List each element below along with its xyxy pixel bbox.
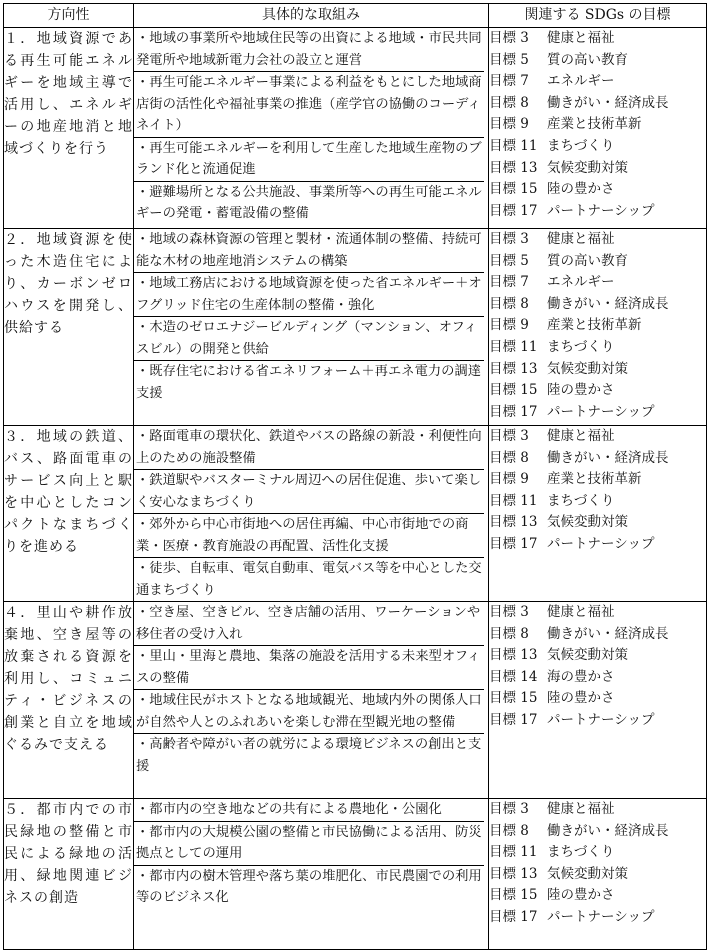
sdg-goal-name: 働きがい・経済成長 xyxy=(547,822,669,839)
action-item xyxy=(134,361,484,404)
sdg-goal xyxy=(489,179,706,201)
sdg-goal-number: 目標 14 xyxy=(489,668,538,685)
sdg-goal xyxy=(489,491,706,513)
sdg-goal xyxy=(489,315,706,337)
sdg-goal-name: 健康と福祉 xyxy=(547,604,615,621)
header-row xyxy=(4,4,707,28)
sdg-goal-name: エネルギー xyxy=(547,73,615,90)
actions-cell xyxy=(134,799,489,950)
sdg-goal xyxy=(489,294,706,316)
action-item xyxy=(134,602,484,646)
sdg-goal-name: パートナーシップ xyxy=(547,202,655,219)
sdg-goal-name: パートナーシップ xyxy=(547,909,655,926)
action-text: ・路面電車の環状化、鉄道やバスの路線の新設・利便性向上のための施設整備 xyxy=(136,429,482,466)
sdg-goal-name: 気候変動対策 xyxy=(547,865,628,882)
sdg-goal xyxy=(489,136,706,158)
sdg-goal-name: 健康と福祉 xyxy=(547,231,615,248)
sdg-goal-name: 陸の豊かさ xyxy=(547,887,615,904)
sdg-goal-name: 産業と技術革新 xyxy=(547,471,642,488)
sdg-goal-number: 目標 13 xyxy=(489,514,538,531)
action-text: ・既存住宅における省エネリフォーム＋再エネ電力の調達支援 xyxy=(136,364,482,401)
action-item xyxy=(134,317,484,361)
sdg-goal-name: 働きがい・経済成長 xyxy=(547,625,669,642)
sdg-goal-number: 目標 15 xyxy=(489,181,538,198)
action-item xyxy=(134,558,484,601)
action-text: ・地域工務店における地域資源を使った省エネルギー＋オフグリッド住宅の生産体制の整備・強化 xyxy=(136,276,482,313)
sdg-goal-name: まちづくり xyxy=(547,339,615,356)
sdg-goal xyxy=(489,885,706,907)
sdg-goal-number: 目標 15 xyxy=(489,690,538,707)
action-item xyxy=(134,822,484,866)
sdg-goal-number: 目標 17 xyxy=(489,202,538,219)
sdg-goal-name: 健康と福祉 xyxy=(547,30,615,47)
action-item xyxy=(134,426,484,470)
sdg-goal-name: 質の高い教育 xyxy=(547,51,628,68)
sdg-goal xyxy=(489,907,706,929)
sdg-goal-number: 目標 8 xyxy=(489,625,529,642)
sdg-goal-number: 目標 8 xyxy=(489,94,529,111)
sdg-goal-number: 目標 3 xyxy=(489,231,529,248)
action-item xyxy=(134,646,484,690)
actions-cell xyxy=(134,229,489,426)
goals-cell xyxy=(489,602,707,799)
sdg-goal xyxy=(489,114,706,136)
direction-cell: ２．地域資源を使った木造住宅により、カーボンゼロハウスを開発し、供給する xyxy=(4,229,134,426)
sdg-goal-number: 目標 3 xyxy=(489,801,529,818)
sdg-goal-name: 陸の豊かさ xyxy=(547,690,615,707)
sdg-goal-name: 産業と技術革新 xyxy=(547,317,642,334)
sdg-goal-name: 陸の豊かさ xyxy=(547,181,615,198)
sdg-goal xyxy=(489,688,706,710)
action-text: ・里山・里海と農地、集落の施設を活用する未来型オフィスの整備 xyxy=(136,649,481,686)
sdg-goal xyxy=(489,229,706,251)
action-text: ・高齢者や障がい者の就労による環境ビジネスの創出と支援 xyxy=(136,737,482,774)
sdg-goal xyxy=(489,645,706,667)
action-text: ・郊外から中心市街地への居住再編、中心市街地での商業・医療・教育施設の再配置、活性化支援 xyxy=(136,517,469,554)
sdg-goal-number: 目標 7 xyxy=(489,274,529,291)
direction-cell: １．地域資源である再生可能エネルギーを地域主導で活用し、エネルギーの地産地消と地域づくりを行う xyxy=(4,28,134,229)
sdg-goal xyxy=(489,448,706,470)
sdg-goal-name: まちづくり xyxy=(547,492,615,509)
sdg-goal-number: 目標 3 xyxy=(489,30,529,47)
sdg-goal xyxy=(489,158,706,180)
sdg-goal-name: 働きがい・経済成長 xyxy=(547,449,669,466)
sdg-goal-name: 海の豊かさ xyxy=(547,668,615,685)
sdg-goal-number: 目標 3 xyxy=(489,604,529,621)
sdg-goal-number: 目標 17 xyxy=(489,712,538,729)
sdg-goal-number: 目標 15 xyxy=(489,382,538,399)
sdg-goal-number: 目標 7 xyxy=(489,73,529,90)
action-text: ・地域住民がホストとなる地域観光、地域内外の関係人口が自然や人とのふれあいを楽しむ滞在型観光地の整備 xyxy=(136,693,482,730)
table-row xyxy=(4,229,707,426)
table-row xyxy=(4,426,707,602)
action-item xyxy=(134,273,484,317)
sdg-goal-number: 目標 13 xyxy=(489,647,538,664)
sdg-goal-number: 目標 11 xyxy=(489,339,538,356)
action-item xyxy=(134,799,484,822)
table-row xyxy=(4,799,707,950)
header-goals: 関連する SDGs の目標 xyxy=(489,4,707,28)
action-text: ・地域の事業所や地域住民等の出資による地域・市民共同発電所や地域新電力会社の設立と運営 xyxy=(136,31,482,68)
action-item xyxy=(134,28,484,72)
sdg-goal-name: パートナーシップ xyxy=(547,403,655,420)
action-item xyxy=(134,229,484,273)
sdg-goal-name: 気候変動対策 xyxy=(547,360,628,377)
table-row xyxy=(4,28,707,229)
header-actions: 具体的な取組み xyxy=(134,4,489,28)
sdg-goal-name: パートナーシップ xyxy=(547,712,655,729)
sdgs-table xyxy=(3,3,707,950)
action-text: ・都市内の空き地などの共有による農地化・公園化 xyxy=(136,802,442,817)
sdg-goal-name: まちづくり xyxy=(547,844,615,861)
sdg-goal xyxy=(489,50,706,72)
goals-cell xyxy=(489,28,707,229)
sdg-goal-name: 健康と福祉 xyxy=(547,801,615,818)
sdg-goal xyxy=(489,821,706,843)
sdg-goal xyxy=(489,512,706,534)
action-text: ・都市内の樹木管理や落ち葉の堆肥化、市民農園での利用等のビジネス化 xyxy=(136,868,482,905)
sdg-goal xyxy=(489,864,706,886)
sdg-goal xyxy=(489,602,706,624)
sdg-goal xyxy=(489,842,706,864)
action-text: ・空き屋、空きビル、空き店舗の活用、ワーケーションや移住者の受け入れ xyxy=(136,605,481,642)
action-item xyxy=(134,470,484,514)
direction-cell: ５．都市内での市民緑地の整備と市民による緑地の活用、緑地関連ビジネスの創造 xyxy=(4,799,134,950)
sdg-goal xyxy=(489,710,706,732)
sdg-goal-number: 目標 3 xyxy=(489,428,529,445)
action-item xyxy=(134,72,484,138)
sdg-goal-number: 目標 8 xyxy=(489,295,529,312)
action-item xyxy=(134,734,484,777)
sdg-goal-number: 目標 13 xyxy=(489,360,538,377)
action-text: ・木造のゼロエナジービルディング（マンション、オフィスビル）の開発と供給 xyxy=(136,320,477,357)
action-item xyxy=(134,182,484,225)
sdg-goal xyxy=(489,201,706,223)
goals-cell xyxy=(489,426,707,602)
sdg-goal xyxy=(489,534,706,556)
sdg-goal xyxy=(489,359,706,381)
sdg-goal-number: 目標 17 xyxy=(489,536,538,553)
actions-cell xyxy=(134,426,489,602)
sdg-goal-name: 健康と福祉 xyxy=(547,428,615,445)
action-text: ・避難場所となる公共施設、事業所等への再生可能エネルギーの発電・蓄電設備の整備 xyxy=(136,184,482,221)
table-row xyxy=(4,602,707,799)
action-text: ・再生可能エネルギー事業による利益をもとにした地域商店街の活性化や福祉事業の推進（産学官の協働のコーディネイト） xyxy=(136,75,482,133)
sdg-goal-name: まちづくり xyxy=(547,138,615,155)
sdg-goal-name: 産業と技術革新 xyxy=(547,116,642,133)
sdg-goal xyxy=(489,624,706,646)
sdg-goal xyxy=(489,251,706,273)
sdg-goal-number: 目標 9 xyxy=(489,116,529,133)
actions-cell xyxy=(134,602,489,799)
sdg-goal-name: パートナーシップ xyxy=(547,536,655,553)
action-text: ・地域の森林資源の管理と製材・流通体制の整備、持続可能な木材の地産地消システムの構築 xyxy=(136,232,482,269)
sdg-goal-name: 働きがい・経済成長 xyxy=(547,295,669,312)
action-item xyxy=(134,514,484,558)
sdg-goal-name: 働きがい・経済成長 xyxy=(547,94,669,111)
sdg-goal-name: 気候変動対策 xyxy=(547,647,628,664)
action-text: ・再生可能エネルギーを利用して生産した地域生産物のブランド化と流通促進 xyxy=(136,140,482,177)
sdg-goal xyxy=(489,337,706,359)
sdg-goal xyxy=(489,71,706,93)
action-item xyxy=(134,138,484,182)
sdg-goal-number: 目標 8 xyxy=(489,449,529,466)
action-item xyxy=(134,690,484,734)
sdg-goal xyxy=(489,402,706,424)
sdg-goal-number: 目標 15 xyxy=(489,887,538,904)
sdg-goal xyxy=(489,426,706,448)
goals-cell xyxy=(489,799,707,950)
action-item xyxy=(134,866,484,909)
goals-cell xyxy=(489,229,707,426)
sdg-goal-number: 目標 8 xyxy=(489,822,529,839)
sdg-goal xyxy=(489,93,706,115)
sdg-goal xyxy=(489,799,706,821)
sdg-goal-number: 目標 17 xyxy=(489,403,538,420)
sdg-goal-number: 目標 9 xyxy=(489,471,529,488)
sdg-goal-number: 目標 11 xyxy=(489,844,538,861)
action-text: ・都市内の大規模公園の整備と市民協働による活用、防災拠点としての運用 xyxy=(136,824,482,861)
sdg-goal xyxy=(489,380,706,402)
sdg-goal xyxy=(489,667,706,689)
sdg-goal-number: 目標 13 xyxy=(489,159,538,176)
sdg-goal-number: 目標 17 xyxy=(489,909,538,926)
sdg-goal-number: 目標 5 xyxy=(489,51,529,68)
sdg-goal-name: エネルギー xyxy=(547,274,615,291)
action-text: ・徒歩、自転車、電気自動車、電気バス等を中心とした交通まちづくり xyxy=(136,561,482,598)
sdg-goal-name: 質の高い教育 xyxy=(547,252,628,269)
sdg-goal-name: 気候変動対策 xyxy=(547,159,628,176)
direction-cell: ４．里山や耕作放棄地、空き屋等の放棄される資源を利用し、コミュニティ・ビジネスの創業と自立を地域ぐるみで支える xyxy=(4,602,134,799)
sdg-goal-name: 陸の豊かさ xyxy=(547,382,615,399)
sdg-goal-number: 目標 13 xyxy=(489,865,538,882)
sdg-goal xyxy=(489,469,706,491)
action-text: ・鉄道駅やバスターミナル周辺への居住促進、歩いて楽しく安心なまちづくり xyxy=(136,473,482,510)
sdg-goal xyxy=(489,272,706,294)
sdg-goal-number: 目標 5 xyxy=(489,252,529,269)
header-direction: 方向性 xyxy=(4,4,134,28)
sdg-goal-number: 目標 11 xyxy=(489,138,538,155)
direction-cell: ３．地域の鉄道、バス、路面電車のサービス向上と駅を中心としたコンパクトなまちづくりを進める xyxy=(4,426,134,602)
actions-cell xyxy=(134,28,489,229)
sdg-goal-number: 目標 11 xyxy=(489,492,538,509)
sdg-goal-number: 目標 9 xyxy=(489,317,529,334)
sdg-goal-name: 気候変動対策 xyxy=(547,514,628,531)
sdg-goal xyxy=(489,28,706,50)
